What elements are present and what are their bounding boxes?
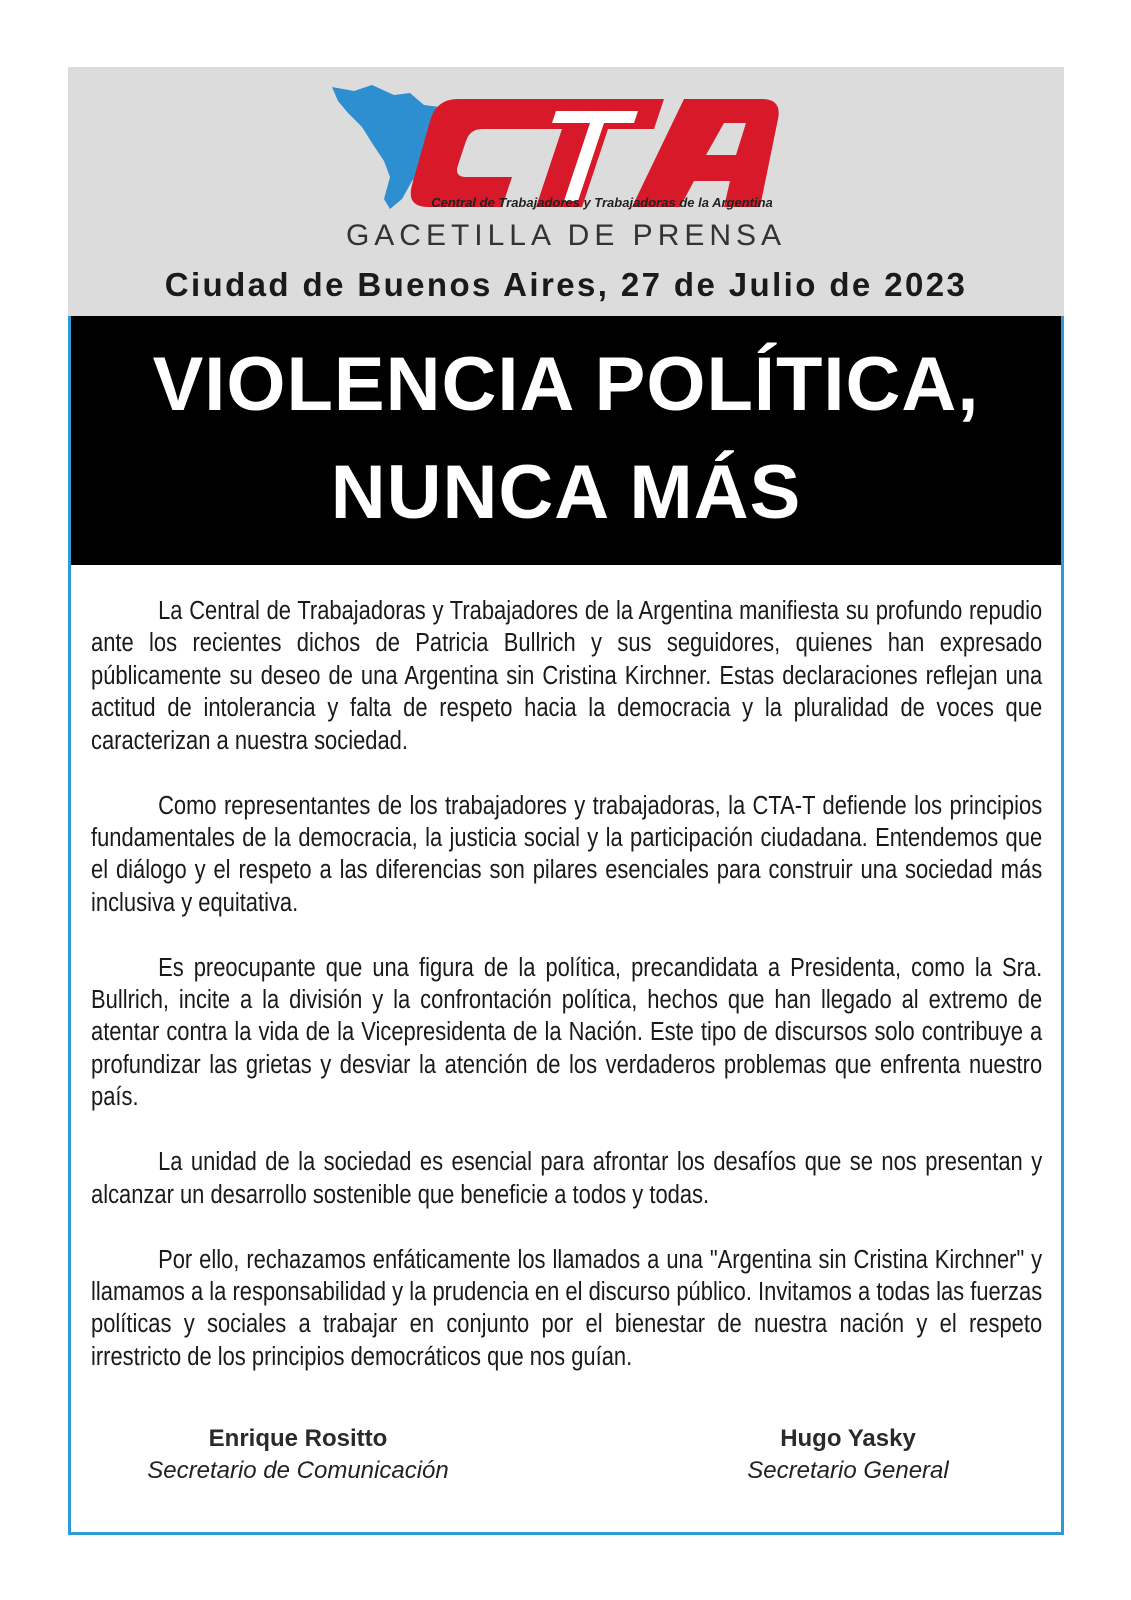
signatory-name: Hugo Yasky xyxy=(780,1425,916,1452)
dateline: Ciudad de Buenos Aires, 27 de Julio de 2023 xyxy=(164,266,968,303)
headline-banner xyxy=(68,316,1064,565)
press-release xyxy=(68,67,1064,1535)
statement-body xyxy=(91,595,1042,1406)
paragraph: Como representantes de los trabajadores y trabajadoras, la CTA-T defiende los principios fundamentales de la democracia, la justicia social y la participación ciudadana. Entendemos que el diálogo y el respeto a las diferencias son pilares esenciales para construir una sociedad más inclusiva y equitativa. xyxy=(91,791,1043,917)
headline-line-1: VIOLENCIA POLÍTICA, xyxy=(152,342,980,427)
signatory-role: Secretario General xyxy=(747,1457,949,1484)
signature-left xyxy=(128,1425,468,1485)
signatory-name: Enrique Rositto xyxy=(208,1425,388,1452)
signatory-role: Secretario de Comunicación xyxy=(147,1457,449,1484)
paragraph: La unidad de la sociedad es esencial para afrontar los desafíos que se nos presentan y alcanzar un desarrollo sostenible que beneficie a todos y todas. xyxy=(91,1148,1043,1209)
signature-right xyxy=(678,1425,1018,1485)
document-type: GACETILLA DE PRENSA xyxy=(345,219,787,252)
paragraph: Por ello, rechazamos enfáticamente los llamados a una "Argentina sin Cristina Kirchner" y llamamos a la responsabilidad y la prudencia en el discurso público. Invitamos a todas las fuerzas políticas y sociales a trabajar en conjunto por el bienestar de nuestra nación y el respeto irrestricto de los principios democráticos que nos guían. xyxy=(91,1245,1043,1371)
paragraph: La Central de Trabajadoras y Trabajadores de la Argentina manifiesta su profundo repudio ante los recientes dichos de Patricia Bullrich y sus seguidores, quienes han expresado públicamente su deseo de una Argentina sin Cristina Kirchner. Estas declaraciones reflejan una actitud de intolerancia y falta de respeto hacia la democracia y la pluralidad de voces que caracterizan a nuestra sociedad. xyxy=(91,597,1043,755)
press-header xyxy=(68,67,1064,316)
organization-name: Central de Trabajadores y Trabajadoras de la Argentina xyxy=(431,195,773,210)
paragraph: Es preocupante que una figura de la política, precandidata a Presidenta, como la Sra. Bullrich, incite a la división y la confrontación política, hechos que han llegado al extremo de atentar contra la vida de la Vicepresidenta de la Nación. Este tipo de discursos solo contribuye a profundizar las grietas y desviar la atención de los verdaderos problemas que enfrenta nuestro país. xyxy=(91,953,1043,1112)
headline-line-2: NUNCA MÁS xyxy=(330,450,802,535)
